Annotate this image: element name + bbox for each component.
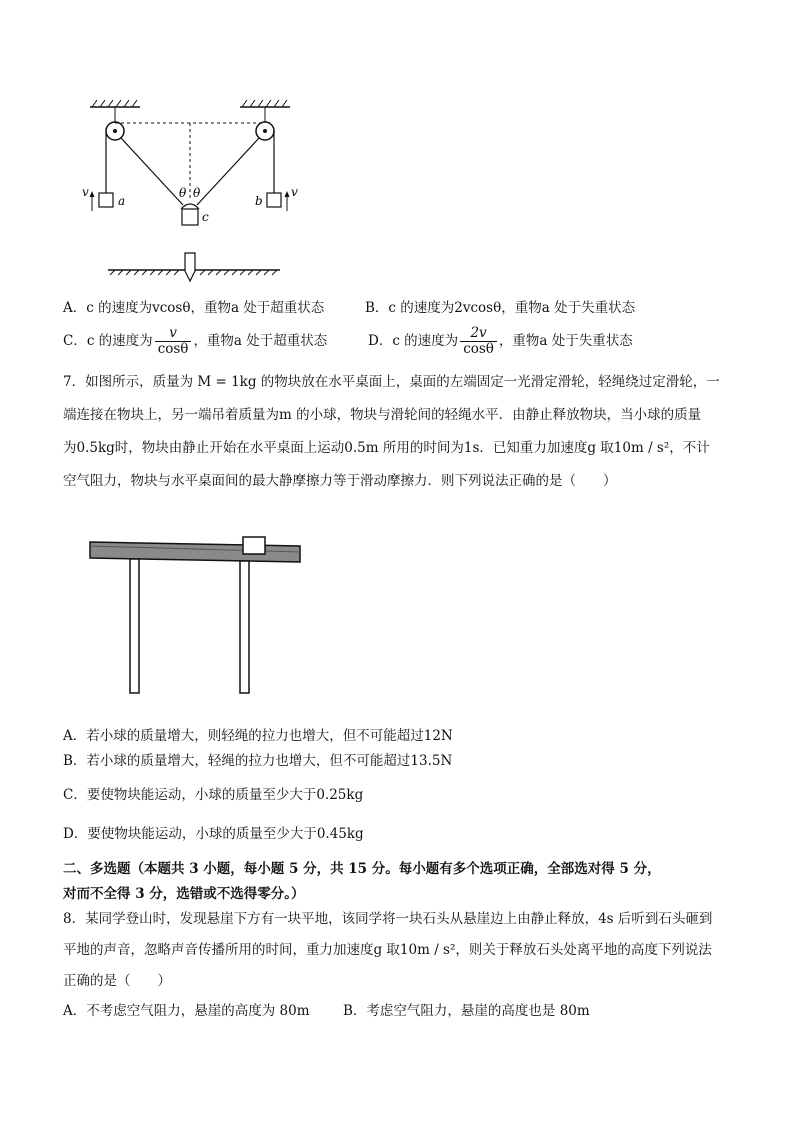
q8-stem-line-3: 正确的是（ ） [63,973,171,989]
q6-option-d-fraction [460,326,497,357]
label-c: c [202,210,209,224]
block-on-table [243,537,265,554]
q6-option-c-denominator: cosθ [157,341,189,357]
q7-option-d: D．要使物块能运动，小球的质量至少大于0.45kg [63,826,364,842]
table-leg-right [240,561,249,693]
q6-option-c-fraction [155,326,192,357]
q6-option-c-numerator: v [155,326,192,342]
label-a: a [118,194,126,208]
q7-stem-line-4: 空气阻力，物块与水平桌面间的最大静摩擦力等于滑动摩擦力．则下列说法正确的是（ ） [63,473,617,489]
q6-option-b: B．c 的速度为2vcosθ，重物a 处于失重状态 [365,300,636,316]
block-c [182,209,198,225]
q6-option-a: A．c 的速度为vcosθ，重物a 处于超重状态 [63,300,325,316]
q6-option-d-prefix: D．c 的速度为 [368,333,459,349]
pulley-figure [80,95,300,285]
q7-option-b: B．若小球的质量增大，轻绳的拉力也增大，但不可能超过13.5N [63,753,453,769]
q6-option-d-suffix: ，重物a 处于失重状态 [498,333,633,349]
label-v-right: v [291,185,298,199]
q7-stem-line-2: 端连接在物块上，另一端吊着质量为m 的小球，物块与滑轮间的轻绳水平．由静止释放物块，当小球的质量 [63,407,702,423]
q6-option-c-suffix: ，重物a 处于超重状态 [193,333,328,349]
label-v-left: v [82,185,89,199]
q8-stem-line-1: 8．某同学登山时，发现悬崖下方有一块平地，该同学将一块石头从悬崖边上由静止释放，4s 后听到石头砸到 [63,911,713,927]
q6-option-c [63,321,327,361]
q8-option-a: A．不考虑空气阻力，悬崖的高度为 80m [63,1003,310,1019]
q6-option-d-denominator: cosθ [463,341,494,357]
nail [185,253,195,281]
section-2-heading-line-2: 对而不全得 3 分，选错或不选得零分。） [63,886,305,902]
q8-option-b: B．考虑空气阻力，悬崖的高度也是 80m [343,1003,590,1019]
q6-option-d [368,321,633,361]
q7-option-a: A．若小球的质量增大，则轻绳的拉力也增大，但不可能超过12N [63,728,453,744]
q7-option-c: C．要使物块能运动，小球的质量至少大于0.25kg [63,787,364,803]
q8-stem-line-2: 平地的声音，忽略声音传播所用的时间，重力加速度g 取10m / s²，则关于释放石头处离平地的高度下列说法 [63,942,712,958]
q6-option-d-numerator: 2v [460,326,497,342]
q7-stem-line-3: 为0.5kg时，物块由静止开始在水平桌面上运动0.5m 所用的时间为1s．已知重力加速度g 取10m / s²，不计 [63,440,710,456]
label-b: b [255,194,263,208]
tabletop [90,542,300,562]
label-theta-1: θ [179,186,187,200]
label-theta-2: θ [193,186,201,200]
table-leg-left [130,559,139,693]
block-a [99,193,113,207]
table-figure [85,532,305,697]
section-2-heading-line-1: 二、多选题（本题共 3 小题，每小题 5 分，共 15 分。每小题有多个选项正确，全部选对得 5 分， [63,861,661,877]
block-b [267,193,281,207]
q6-option-c-prefix: C．c 的速度为 [63,333,153,349]
q7-stem-line-1: 7．如图所示，质量为 M = 1kg 的物块放在水平桌面上，桌面的左端固定一光滑定滑轮，轻绳绕过定滑轮，一 [63,374,720,390]
